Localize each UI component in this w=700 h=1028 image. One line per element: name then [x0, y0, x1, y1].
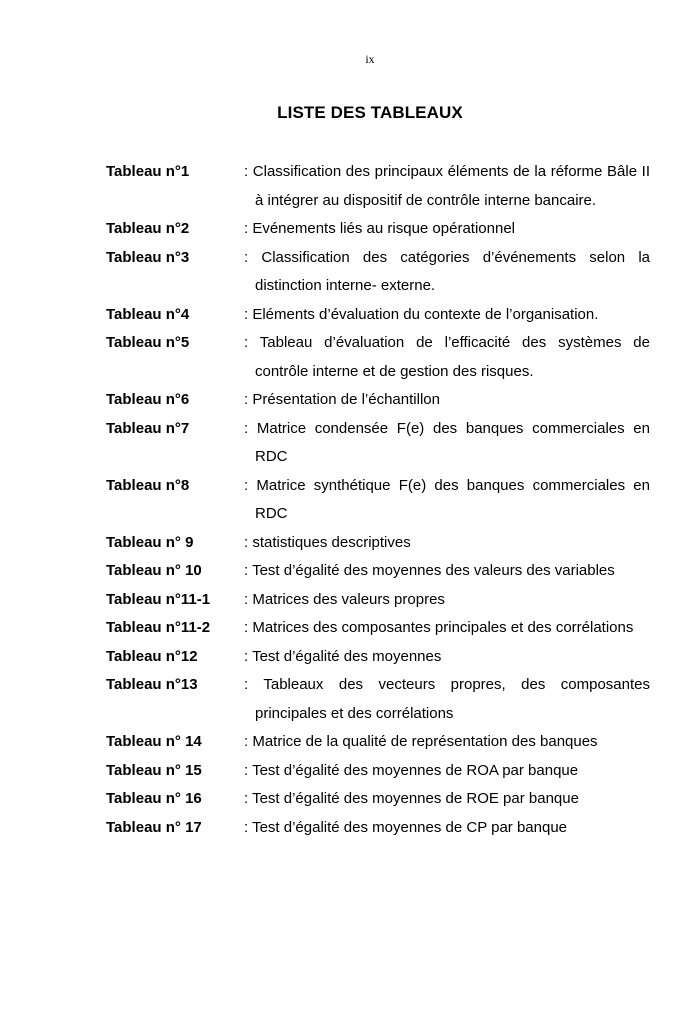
table-entry [106, 472, 650, 529]
table-label: Tableau n° 9 [106, 533, 194, 551]
table-label: Tableau n°6 [106, 391, 190, 408]
table-description: : Test d’égalité des moyennes de ROE par banque [244, 790, 579, 807]
table-description: : Test d’égalité des moyennes [244, 647, 442, 665]
table-entry [106, 757, 650, 786]
table-description: : Test d’égalité des moyennes des valeurs des variables [244, 562, 615, 579]
table-description: : Tableau d’évaluation de l’efficacité des systèmes de contrôle interne et de gestion des risques. [244, 334, 650, 380]
table-description: : Evénements liés au risque opérationnel [244, 220, 515, 237]
table-description: : Matrices des composantes principales et des corrélations [244, 619, 634, 636]
table-label: Tableau n°4 [106, 305, 190, 323]
table-entry [106, 529, 650, 558]
table-entry [106, 643, 650, 672]
table-entry [106, 386, 650, 415]
table-list [106, 158, 650, 842]
table-entry [106, 557, 650, 586]
table-entry [106, 329, 650, 386]
table-description: : Classification des catégories d’événements selon la distinction interne- externe. [244, 248, 650, 294]
table-label: Tableau n°11-2 [106, 619, 211, 636]
table-label: Tableau n° 17 [106, 818, 202, 836]
table-entry [106, 814, 650, 843]
table-label: Tableau n°2 [106, 220, 190, 237]
table-entry [106, 301, 650, 330]
table-label: Tableau n°13 [106, 676, 198, 693]
table-description: : Présentation de l’échantillon [244, 391, 440, 408]
table-description: : Classification des principaux éléments de la réforme Bâle II à intégrer au dispositif de contrôle interne bancaire. [244, 163, 650, 209]
page-number: ix [365, 52, 375, 66]
table-label: Tableau n°3 [106, 248, 190, 266]
table-description: : Eléments d’évaluation du contexte de l’organisation. [244, 305, 599, 323]
table-entry [106, 244, 650, 301]
table-label: Tableau n° 14 [106, 733, 202, 750]
table-entry [106, 614, 650, 643]
table-description: : Test d’égalité des moyennes de CP par banque [244, 818, 567, 836]
table-description: : Test d’égalité des moyennes de ROA par banque [244, 761, 579, 779]
table-description: : Tableaux des vecteurs propres, des composantes principales et des corrélations [244, 676, 650, 722]
table-description: : statistiques descriptives [244, 533, 411, 551]
table-label: Tableau n°5 [106, 334, 190, 351]
table-label: Tableau n°7 [106, 419, 190, 437]
table-label: Tableau n° 15 [106, 761, 202, 779]
table-entry [106, 728, 650, 757]
table-entry [106, 415, 650, 472]
table-description: : Matrice de la qualité de représentation des banques [244, 733, 598, 750]
table-entry [106, 671, 650, 728]
table-description: : Matrice synthétique F(e) des banques commerciales en RDC [244, 476, 650, 522]
table-label: Tableau n°11-1 [106, 590, 211, 608]
table-entry [106, 158, 650, 215]
table-entry [106, 586, 650, 615]
table-entry [106, 215, 650, 244]
table-label: Tableau n°1 [106, 163, 190, 180]
table-description: : Matrices des valeurs propres [244, 590, 445, 608]
table-label: Tableau n°12 [106, 647, 198, 665]
table-label: Tableau n°8 [106, 476, 190, 494]
table-description: : Matrice condensée F(e) des banques commerciales en RDC [244, 419, 650, 465]
page-title: LISTE DES TABLEAUX [277, 103, 463, 122]
table-label: Tableau n° 10 [106, 562, 202, 579]
table-entry [106, 785, 650, 814]
table-label: Tableau n° 16 [106, 790, 202, 807]
